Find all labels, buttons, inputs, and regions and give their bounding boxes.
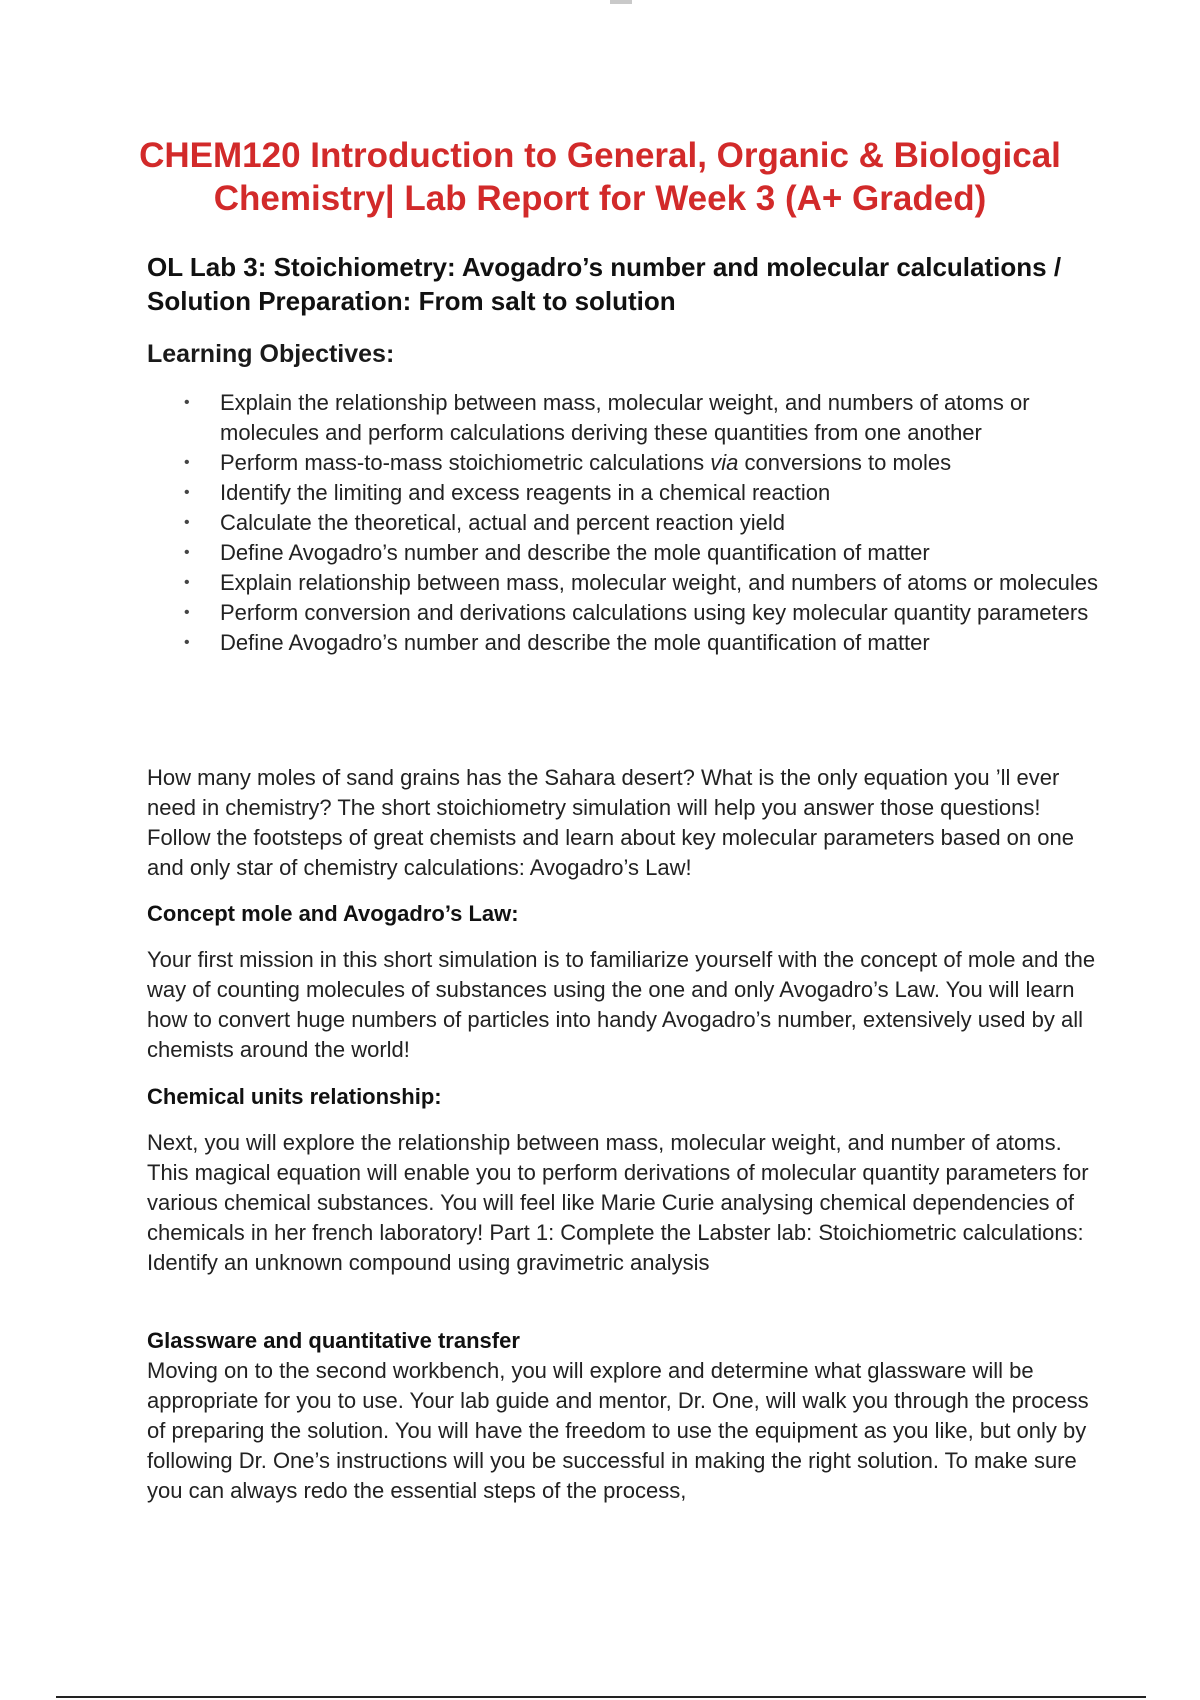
lab-subtitle: OL Lab 3: Stoichiometry: Avogadro’s number and molecular calculations / Solution Preparation: From salt to solution [147, 252, 1062, 316]
objective-text: Define Avogadro’s number and describe the mole quantification of matter [220, 630, 930, 655]
objective-text: Explain relationship between mass, molecular weight, and numbers of atoms or molecules [220, 570, 1098, 595]
section-heading-glassware: Glassware and quantitative transfer [147, 1328, 520, 1353]
list-item [180, 568, 1100, 598]
document-title: CHEM120 Introduction to General, Organic & Biological Chemistry| Lab Report for Week 3 (A+ Graded) [139, 136, 1061, 218]
section-body-mole: Your first mission in this short simulation is to familiarize yourself with the concept of mole and the way of counting molecules of substances using the one and only Avogadro’s Law. You will learn how to convert huge numbers of particles into handy Avogadro’s number, extensively used by all chemists around the world! [147, 947, 1096, 1062]
list-item [180, 508, 1100, 538]
list-item [180, 478, 1100, 508]
objective-text: Define Avogadro’s number and describe the mole quantification of matter [220, 540, 930, 565]
objectives-heading: Learning Objectives: [147, 340, 395, 368]
list-item [180, 388, 1100, 448]
objectives-list [180, 388, 1100, 658]
list-item [180, 448, 1100, 478]
bullet-icon: • [184, 484, 190, 501]
list-item [180, 538, 1100, 568]
scan-mark [610, 0, 632, 4]
objective-text: Perform conversion and derivations calculations using key molecular quantity parameters [220, 600, 1089, 625]
list-item [180, 598, 1100, 628]
bullet-icon: • [184, 604, 190, 621]
section-body-units: Next, you will explore the relationship between mass, molecular weight, and number of atoms. This magical equation will enable you to perform derivations of molecular quantity parameters for various chemical substances. You will feel like Marie Curie analysing chemical dependencies of chemicals in her french laboratory! Part 1: Complete the Labster lab: Stoichiometric calculations: Identify an unknown compound using gravimetric analysis [147, 1130, 1089, 1275]
objective-emphasis: via [710, 450, 739, 475]
section-heading-units: Chemical units relationship: [147, 1084, 442, 1109]
bullet-icon: • [184, 574, 190, 591]
bullet-icon: • [184, 514, 190, 531]
bullet-icon: • [184, 544, 190, 561]
page-bottom-rule [56, 1696, 1146, 1698]
objective-text-tail: conversions to moles [738, 450, 952, 475]
intro-paragraph: How many moles of sand grains has the Sahara desert? What is the only equation you ’ll ever need in chemistry? The short stoichiometry simulation will help you answer those questions! Follow the footsteps of great chemists and learn about key molecular parameters based on one and only star of chemistry calculations: Avogadro’s Law! [147, 765, 1074, 880]
bullet-icon: • [184, 454, 190, 471]
objective-text: Perform mass-to-mass stoichiometric calculations [220, 450, 711, 475]
bullet-icon: • [184, 634, 190, 651]
section-heading-mole: Concept mole and Avogadro’s Law: [147, 901, 519, 926]
section-body-glassware: Moving on to the second workbench, you will explore and determine what glassware will be appropriate for you to use. Your lab guide and mentor, Dr. One, will walk you through the process of preparing the solution. You will have the freedom to use the equipment as you like, but only by following Dr. One’s instructions will you be successful in making the right solution. To make sure you can always redo the essential steps of the process, [147, 1358, 1089, 1503]
objective-text: Explain the relationship between mass, molecular weight, and numbers of atoms or molecules and perform calculations deriving these quantities from one another [220, 390, 1030, 445]
objective-text: Identify the limiting and excess reagents in a chemical reaction [220, 480, 831, 505]
bullet-icon: • [184, 394, 190, 411]
list-item [180, 628, 1100, 658]
objective-text: Calculate the theoretical, actual and percent reaction yield [220, 510, 786, 535]
